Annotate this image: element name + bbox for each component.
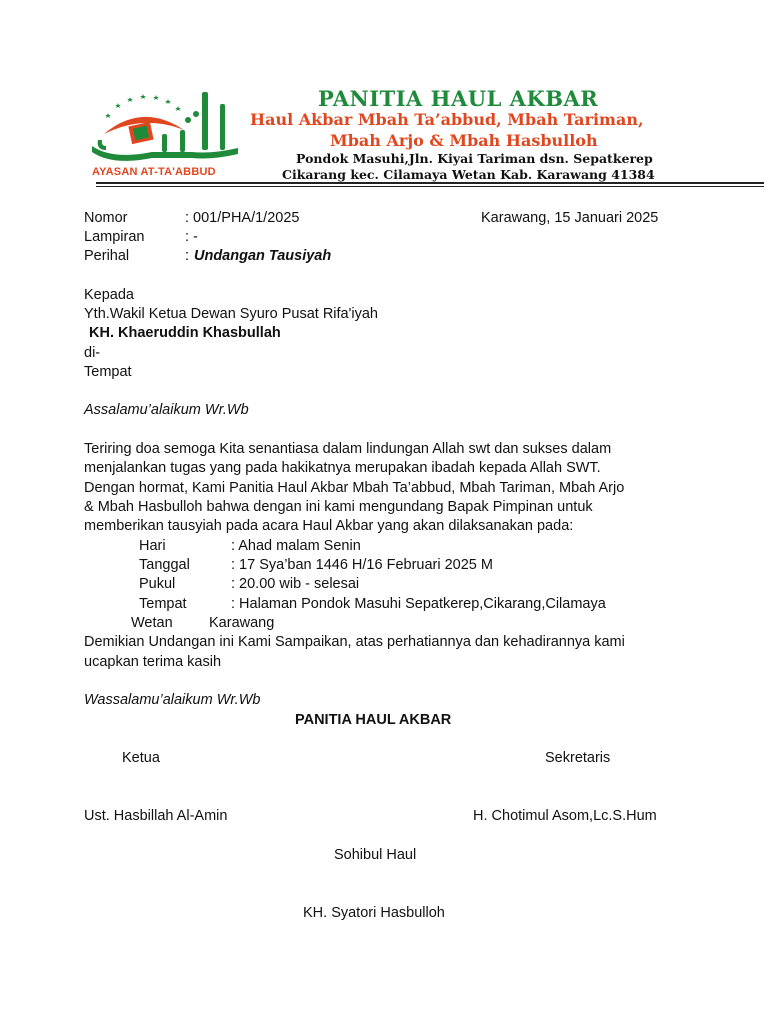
body-line: Teriring doa semoga Kita senantiasa dalam lindungan Allah swt dan sukses dalam bbox=[84, 441, 612, 457]
recipient-di: di- bbox=[84, 345, 101, 361]
letterhead-subtitle-2: Mbah Arjo & Mbah Hasbulloh bbox=[330, 131, 598, 150]
sekretaris-title: Sekretaris bbox=[545, 750, 611, 766]
nomor-label: Nomor bbox=[84, 210, 128, 226]
event-tempat-value: : Halaman Pondok Masuhi Sepatkerep,Cikarang,Cilamaya bbox=[231, 596, 606, 612]
ketua-name: Ust. Hasbillah Al-Amin bbox=[84, 808, 228, 824]
event-hari-label: Hari bbox=[139, 538, 166, 554]
opening-greeting: Assalamu’alaikum Wr.Wb bbox=[84, 402, 249, 418]
event-pukul-label: Pukul bbox=[139, 576, 176, 592]
event-tempat-label: Tempat bbox=[139, 596, 187, 612]
nomor-value: : 001/PHA/1/2025 bbox=[185, 210, 300, 226]
logo-caption: AYASAN AT-TA'ABBUD bbox=[92, 166, 216, 178]
closing-greeting: Wassalamu’alaikum Wr.Wb bbox=[84, 692, 261, 708]
letterhead-address-1: Pondok Masuhi,Jln. Kiyai Tariman dsn. Sepatkerep bbox=[296, 151, 653, 166]
body-line: Dengan hormat, Kami Panitia Haul Akbar Mbah Ta’abbud, Mbah Tariman, Mbah Arjo bbox=[84, 480, 625, 496]
closing-line: Demikian Undangan ini Kami Sampaikan, atas perhatiannya dan kehadirannya kami bbox=[84, 634, 625, 650]
letter-date: Karawang, 15 Januari 2025 bbox=[481, 210, 659, 226]
sohibul-name: KH. Syatori Hasbulloh bbox=[303, 905, 445, 921]
event-pukul-value: : 20.00 wib - selesai bbox=[231, 576, 360, 592]
event-tanggal-value: : 17 Sya’ban 1446 H/16 Februari 2025 M bbox=[231, 557, 493, 573]
event-tanggal-label: Tanggal bbox=[139, 557, 190, 573]
committee-title: PANITIA HAUL AKBAR bbox=[295, 712, 452, 728]
event-hari-value: : Ahad malam Senin bbox=[231, 538, 361, 554]
perihal-value: Undangan Tausiyah bbox=[194, 248, 332, 264]
recipient-tempat: Tempat bbox=[84, 364, 132, 380]
letterhead-rule bbox=[96, 182, 764, 184]
perihal-label: Perihal bbox=[84, 248, 130, 264]
lampiran-value: : - bbox=[185, 229, 198, 245]
recipient-name: KH. Khaeruddin Khasbullah bbox=[89, 325, 281, 341]
letterhead-subtitle-1: Haul Akbar Mbah Ta’abbud, Mbah Tariman, bbox=[250, 110, 644, 129]
body-line: memberikan tausyiah pada acara Haul Akbar yang akan dilaksanakan pada: bbox=[84, 518, 574, 534]
letterhead-address-2: Cikarang kec. Cilamaya Wetan Kab. Karawang 41384 bbox=[282, 167, 655, 182]
sekretaris-name: H. Chotimul Asom,Lc.S.Hum bbox=[473, 808, 657, 824]
letterhead-title: PANITIA HAUL AKBAR bbox=[318, 86, 599, 111]
logo-emblem-icon bbox=[92, 90, 242, 164]
letterhead-rule-thin bbox=[96, 186, 764, 187]
body-line: menjalankan tugas yang pada hakikatnya merupakan ibadah kepada Allah SWT. bbox=[84, 460, 601, 476]
recipient-kepada: Kepada bbox=[84, 287, 134, 303]
closing-line: ucapkan terima kasih bbox=[84, 654, 222, 670]
recipient-title: Yth.Wakil Ketua Dewan Syuro Pusat Rifa'iyah bbox=[84, 306, 378, 322]
event-tempat-continued: Karawang bbox=[209, 615, 275, 631]
perihal-colon: : bbox=[185, 248, 190, 264]
sohibul-title: Sohibul Haul bbox=[334, 847, 417, 863]
organization-logo bbox=[92, 90, 242, 164]
body-line: & Mbah Hasbulloh bahwa dengan ini kami mengundang Bapak Pimpinan untuk bbox=[84, 499, 593, 515]
event-tempat-continued: Wetan bbox=[131, 615, 173, 631]
ketua-title: Ketua bbox=[122, 750, 160, 766]
lampiran-label: Lampiran bbox=[84, 229, 145, 245]
